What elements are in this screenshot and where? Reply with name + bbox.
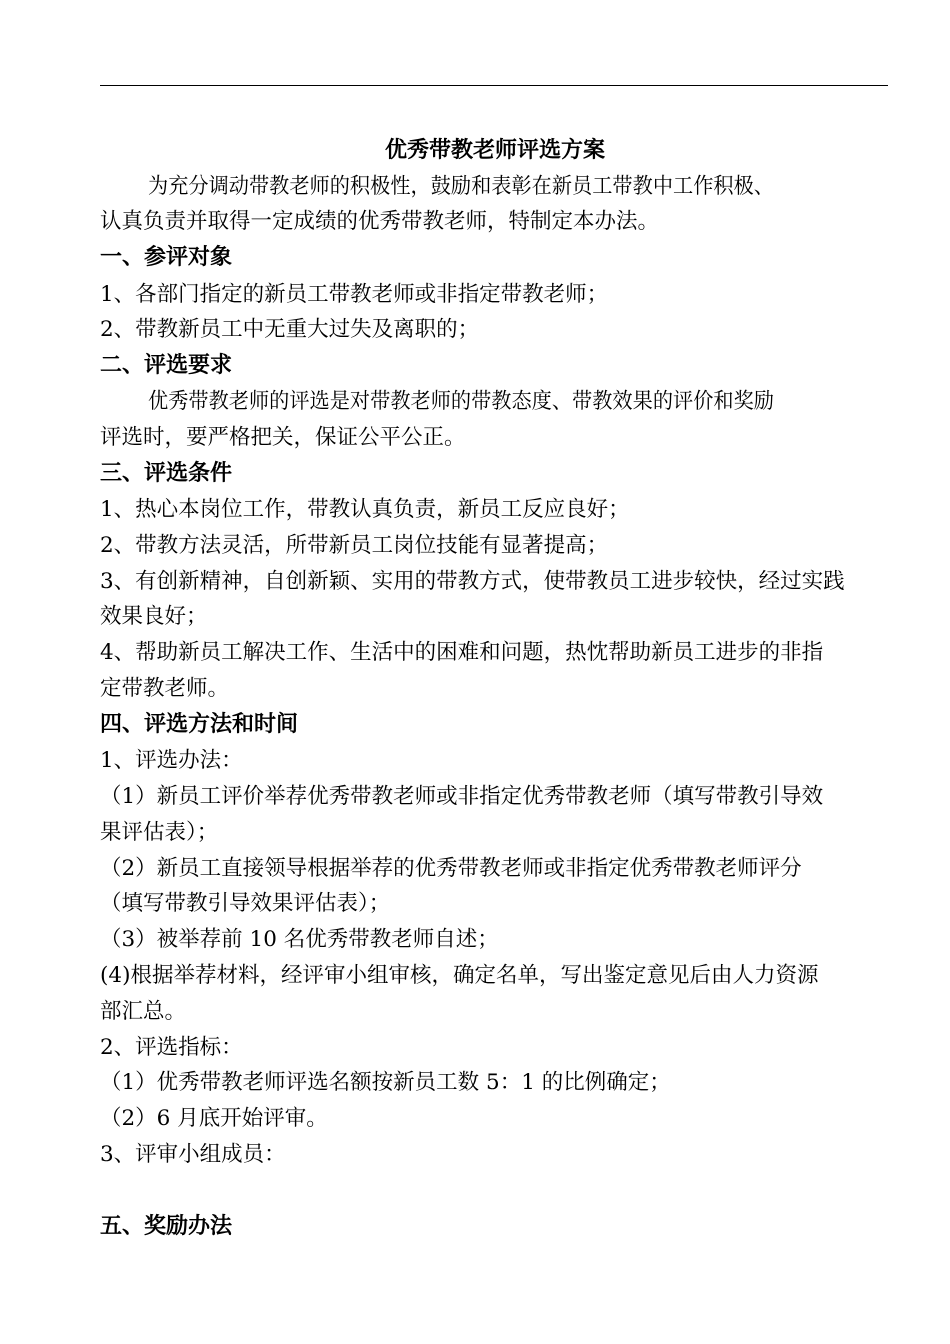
section-1-line-1: 1、各部门指定的新员工带教老师或非指定带教老师； (100, 282, 609, 307)
section-4-line-8: 部汇总。 (100, 999, 187, 1024)
section-4-line-1: 1、评选办法： (100, 748, 243, 773)
section-4-line-6: （3）被举荐前 10 名优秀带教老师自述； (100, 927, 499, 952)
intro-line-1: 为充分调动带教老师的积极性，鼓励和表彰在新员工带教中工作积极、 (148, 174, 774, 199)
section-3-line-2: 2、带教方法灵活，所带新员工岗位技能有显著提高； (100, 533, 609, 558)
section-4-line-4: （2）新员工直接领导根据举荐的优秀带教老师或非指定优秀带教老师评分 (100, 856, 802, 881)
section-3-line-6: 定带教老师。 (100, 676, 230, 701)
section-heading-1: 一、参评对象 (100, 245, 233, 270)
section-1-line-2: 2、带教新员工中无重大过失及离职的； (100, 317, 480, 342)
section-heading-2: 二、评选要求 (100, 353, 233, 378)
section-heading-3: 三、评选条件 (100, 461, 233, 486)
header-rule (100, 85, 888, 86)
section-4-line-2: （1）新员工评价举荐优秀带教老师或非指定优秀带教老师（填写带教引导效 (100, 784, 824, 809)
document-title: 优秀带教老师评选方案 (384, 138, 605, 163)
section-4-line-7: (4)根据举荐材料，经评审小组审核，确定名单，写出鉴定意见后由人力资源 (100, 963, 819, 988)
section-4-line-5: （填写带教引导效果评估表）； (100, 891, 391, 916)
section-4-line-9: 2、评选指标： (100, 1035, 243, 1060)
section-4-line-10: （1）优秀带教老师评选名额按新员工数 5：1 的比例确定； (100, 1070, 671, 1095)
section-3-line-4: 效果良好； (100, 604, 208, 629)
section-heading-5: 五、奖励办法 (100, 1214, 233, 1239)
section-3-line-5: 4、帮助新员工解决工作、生活中的困难和问题，热忱帮助新员工进步的非指 (100, 640, 824, 665)
intro-line-2: 认真负责并取得一定成绩的优秀带教老师，特制定本办法。 (100, 209, 660, 234)
section-3-line-1: 1、热心本岗位工作，带教认真负责，新员工反应良好； (100, 497, 630, 522)
section-3-line-3: 3、有创新精神，自创新颖、实用的带教方式，使带教员工进步较快，经过实践 (100, 569, 845, 594)
section-4-line-11: （2）6 月底开始评审。 (100, 1106, 328, 1131)
section-2-line-2: 评选时，要严格把关，保证公平公正。 (100, 425, 466, 450)
section-heading-4: 四、评选方法和时间 (100, 712, 299, 737)
section-2-line-1: 优秀带教老师的评选是对带教老师的带教态度、带教效果的评价和奖励 (148, 389, 774, 414)
section-4-line-3: 果评估表）； (100, 820, 219, 845)
section-4-line-12: 3、评审小组成员： (100, 1142, 286, 1167)
